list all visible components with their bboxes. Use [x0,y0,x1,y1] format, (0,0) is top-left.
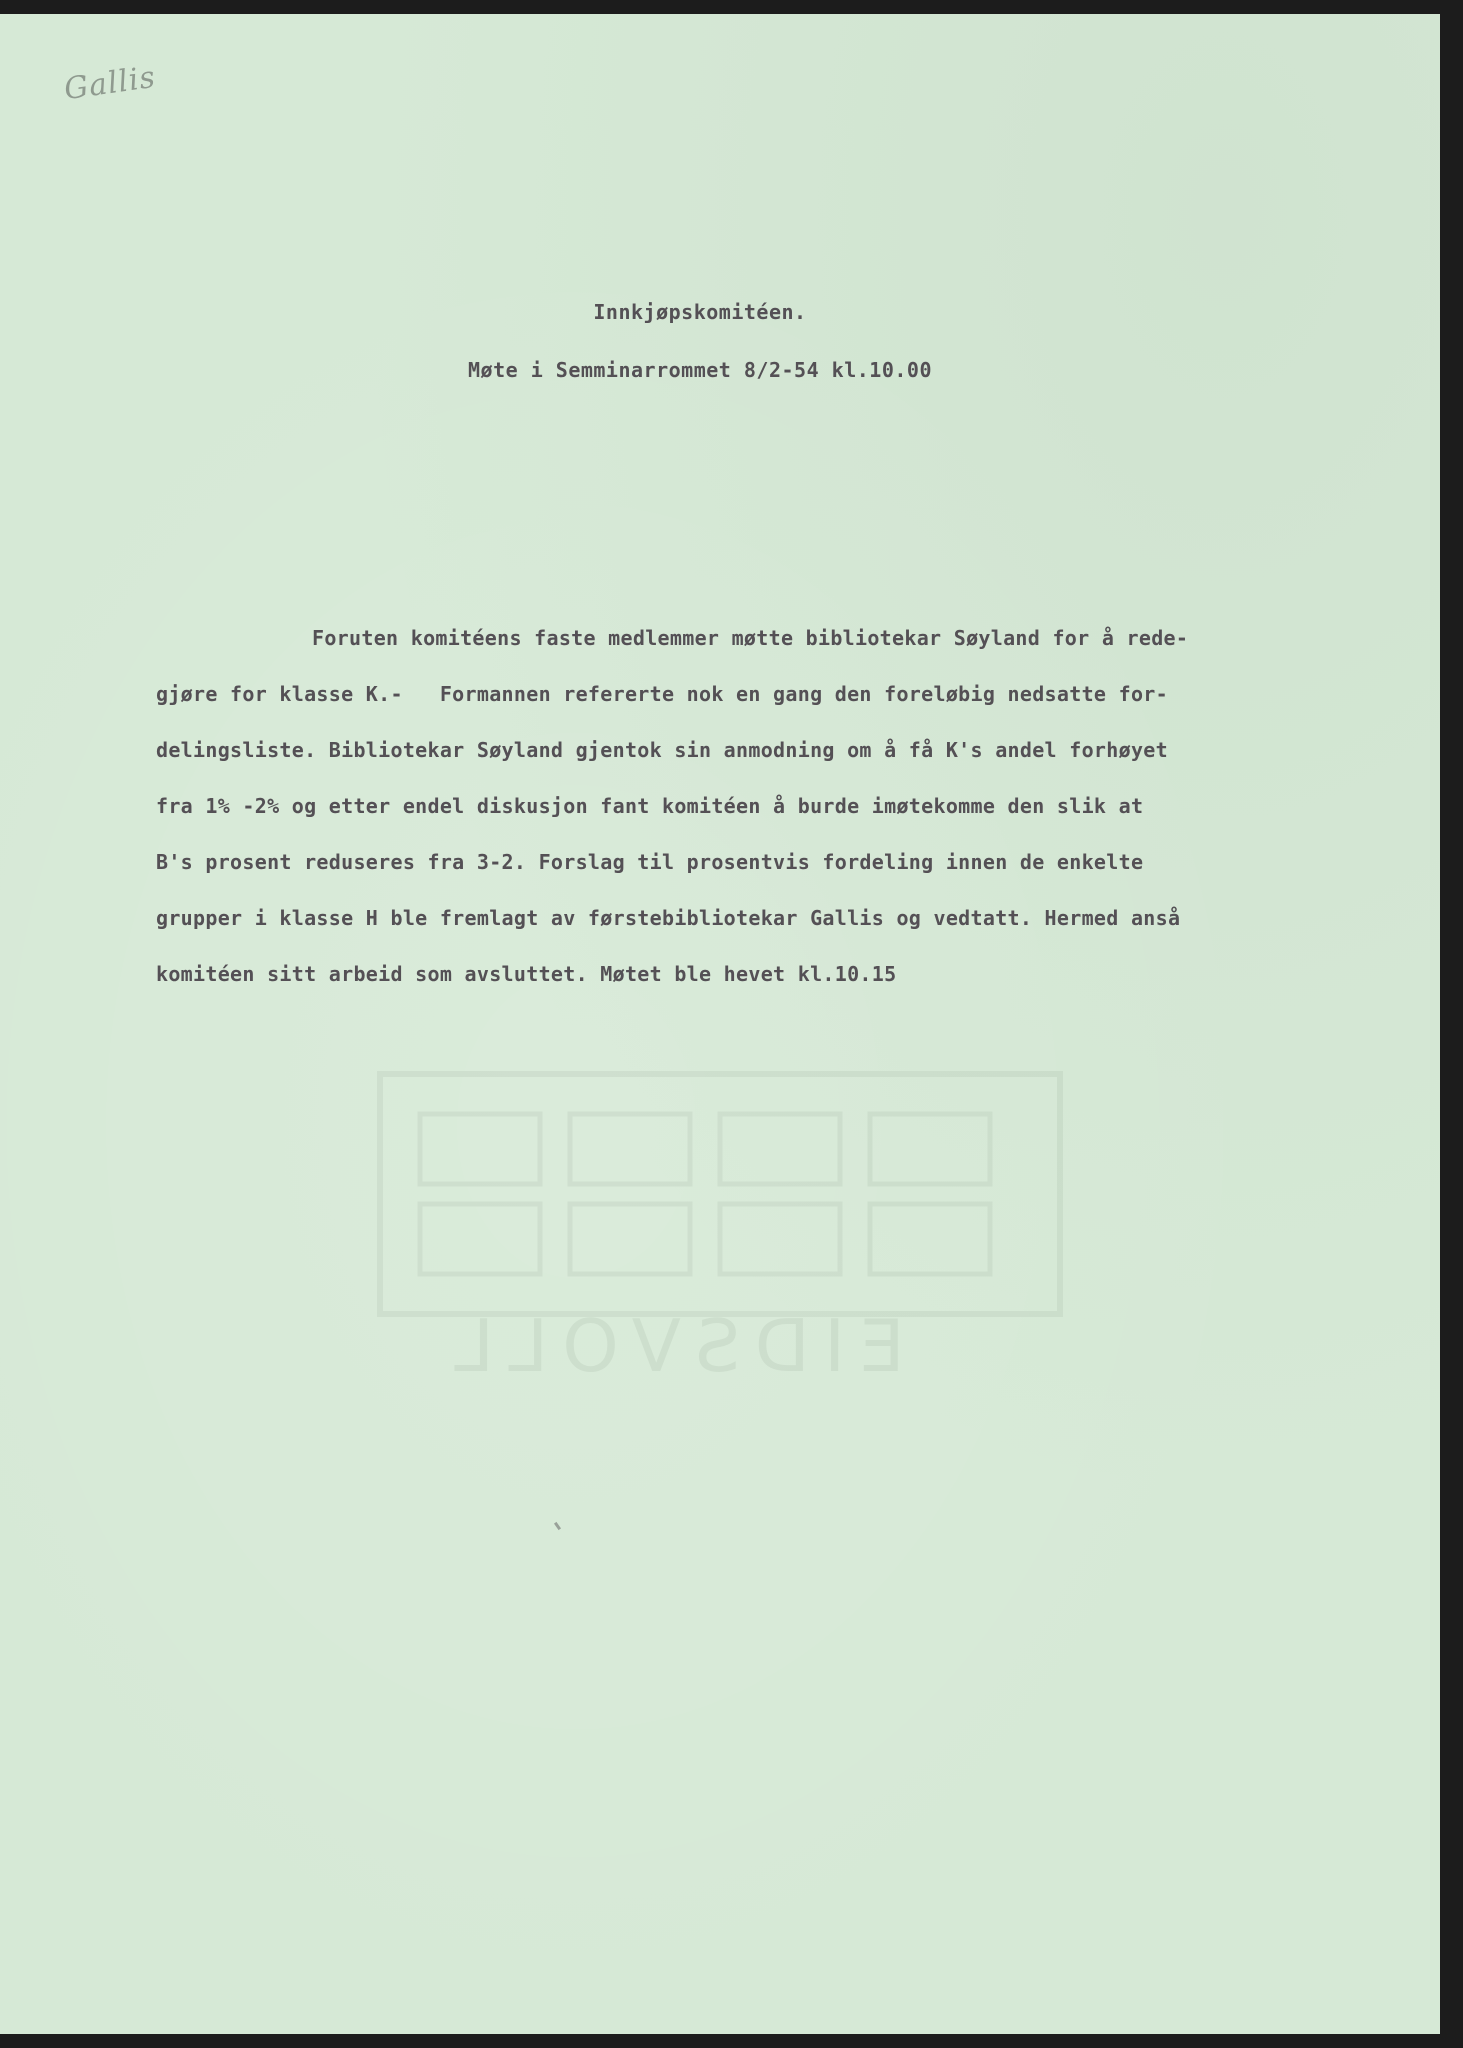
body-line: grupper i klasse H ble fremlagt av førstebibliotekar Gallis og vedtatt. Hermed anså [156,906,1181,930]
document-page [0,14,1440,2034]
body-line: B's prosent reduseres fra 3-2. Forslag til prosentvis fordeling innen de enkelte [156,850,1144,874]
document-title: Innkjøpskomitéen. [593,300,807,324]
bleed-through-lettering: EIDSVOLL [440,1304,905,1388]
body-line: fra 1% -2% og etter endel diskusjon fant komitéen å burde imøtekomme den slik at [156,794,1144,818]
paper-speck [554,1522,561,1530]
meeting-subtitle: Møte i Semminarrommet 8/2-54 kl.10.00 [467,358,933,382]
body-line: komitéen sitt arbeid som avsluttet. Møtet ble hevet kl.10.15 [156,962,897,986]
body-line: delingsliste. Bibliotekar Søyland gjentok sin anmodning om å få K's andel forhøyet [156,738,1168,762]
body-line: Foruten komitéens faste medlemmer møtte bibliotekar Søyland for å rede- [312,626,1189,650]
body-line: gjøre for klasse K.- Formannen refererte nok en gang den foreløbig nedsatte for- [156,682,1168,706]
minutes-body [156,610,1366,1002]
handwritten-annotation: Gallis [62,59,159,108]
